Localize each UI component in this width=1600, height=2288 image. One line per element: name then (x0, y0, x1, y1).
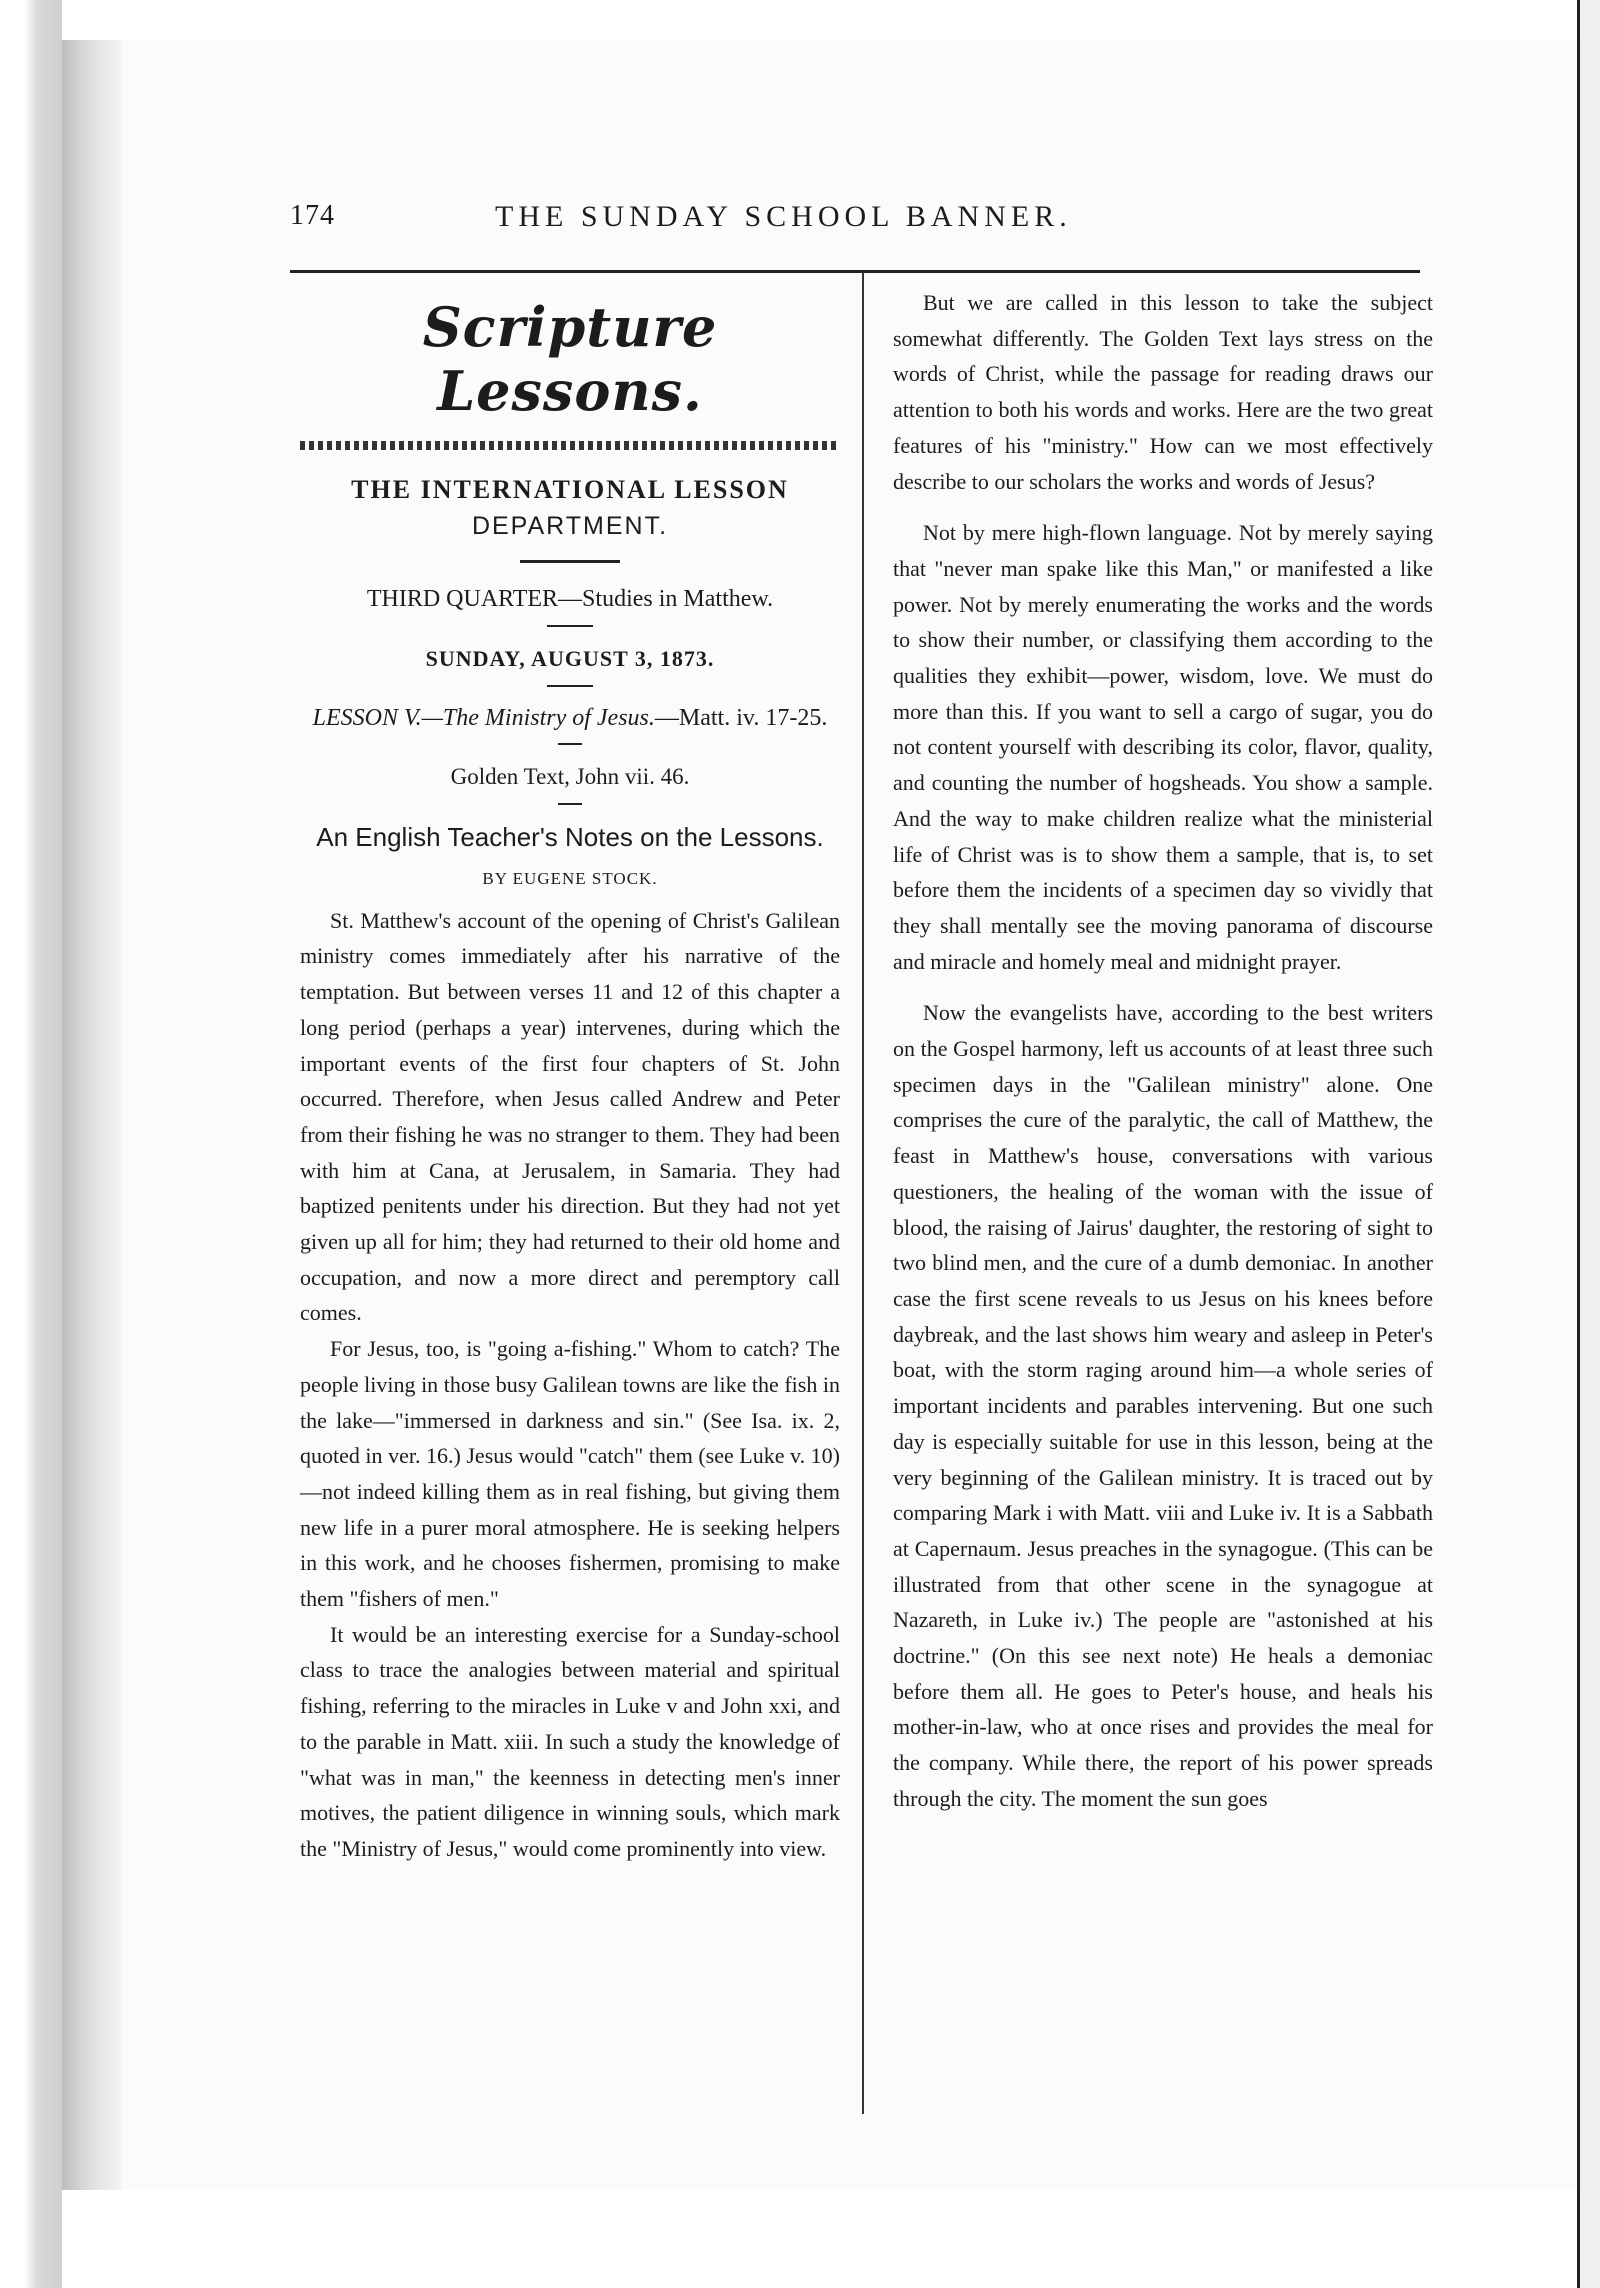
column-divider (862, 272, 864, 2114)
lesson-title-italic: LESSON V.—The Ministry of Jesus. (312, 705, 655, 731)
right-column (893, 285, 1433, 1817)
byline: BY EUGENE STOCK. (482, 869, 658, 888)
lesson-reference: —Matt. iv. 17-25. (654, 705, 828, 731)
department-heading: THE INTERNATIONAL LESSON (351, 475, 789, 504)
ornamental-rule (300, 441, 840, 450)
divider-rule (547, 625, 593, 627)
body-paragraph: It would be an interesting exercise for a Sunday-school class to trace the analogies between material and spiritual fishing, referring to the miracles in Luke v and John xxi, and to the parable in Matt. xiii. In such a study the knowledge of "what was in man," the keenness in detecting men's inner motives, the patient diligence in winning souls, which mark the "Ministry of Jesus," would come prominently into view. (300, 1621, 840, 1861)
divider-rule (558, 803, 582, 805)
left-column (300, 285, 840, 1867)
book-spine (62, 40, 122, 2190)
section-heading: Scripture Lessons. (422, 295, 718, 423)
lesson-title (300, 701, 840, 735)
golden-text: Golden Text, John vii. 46. (450, 764, 690, 789)
quarter-heading: THIRD QUARTER—Studies in Matthew. (366, 586, 774, 612)
page-shadow (0, 0, 62, 2288)
divider-rule (520, 560, 620, 563)
running-head (290, 200, 1220, 244)
article-title: An English Teacher's Notes on the Lessons. (316, 822, 824, 852)
body-paragraph: Now the evangelists have, according to the best writers on the Gospel harmony, left us accounts of at least three such specimen days in the "Galilean ministry" alone. One comprises the cure of the paralytic, the call of Matthew, the feast in Matthew's house, conversations with various questioners, the healing of the woman with the issue of blood, the raising of Jairus' daughter, the restoring of sight to two blind men, and the cure of a dumb demoniac. In another case the first scene reveals to us Jesus on his knees before daybreak, and the last shows him weary and asleep in Peter's boat, with the storm raging around him—a whole series of important incidents and parables intervening. But one such day is especially suitable for use in this lesson, being at the very beginning of the Galilean ministry. It is traced out by comparing Mark i with Matt. viii and Luke iv. It is a Sabbath at Capernaum. Jesus preaches in the synagogue. (This can be illustrated from that other scene in the synagogue at Nazareth, in Luke iv.) The people are "astonished at his doctrine." (On this see next note) He heals a demoniac before them all. He goes to Peter's house, and heals his mother-in-law, who at once rises and provides the meal for the company. While there, the report of his power spreads through the city. The moment the sun goes (893, 1000, 1433, 1811)
department-subheading: DEPARTMENT. (471, 512, 669, 540)
body-paragraph: St. Matthew's account of the opening of Christ's Galilean ministry comes immediately after his narrative of the temptation. But between verses 11 and 12 of this chapter a long period (perhaps a year) intervenes, during which the important events of the first four chapters of St. John occurred. Therefore, when Jesus called Andrew and Peter from their fishing he was no stranger to them. They had been with him at Cana, at Jerusalem, in Samaria. They had baptized penitents under his direction. But they had not yet given up all for him; they had returned to their old home and occupation, and now a more direct and peremptory call comes. (300, 907, 840, 1326)
body-paragraph: But we are called in this lesson to take the subject somewhat differently. The Golden Text lays stress on the words of Christ, while the passage for reading draws our attention to both his words and works. Here are the two great features of his "ministry." How can we most effectively describe to our scholars the works and words of Jesus? (893, 290, 1433, 494)
publication-title: THE SUNDAY SCHOOL BANNER. (495, 200, 1072, 233)
divider-rule (547, 685, 593, 687)
divider-rule (558, 743, 582, 745)
body-paragraph: For Jesus, too, is "going a-fishing." Whom to catch? The people living in those busy Galilean towns are like the fish in the lake—"immersed in darkness and sin." (See Isa. ix. 2, quoted in ver. 16.) Jesus would "catch" them (see Luke v. 10)—not indeed killing them as in real fishing, but giving them new life in a purer moral atmosphere. He is seeking helpers in this work, and he chooses fishermen, promising to make them "fishers of men." (300, 1336, 840, 1612)
lesson-date: SUNDAY, AUGUST 3, 1873. (425, 646, 715, 671)
body-paragraph: Not by mere high-flown language. Not by merely saying that "never man spake like this Man," or manifested a like power. Not by merely enumerating the works and the words to show their number, or classifying them according to the qualities they exhibit—power, wisdom, love. We must do more than this. If you want to sell a cargo of sugar, you do not content yourself with describing its color, flavor, quality, and counting the number of hogsheads. You show a sample. And the way to make children realize what the ministerial life of Christ was is to show them a sample, that is, to set before them the incidents of a specimen day so vividly that they shall mentally see the moving panorama of discourse and miracle and homely meal and midnight prayer. (893, 520, 1433, 974)
page-number: 174 (290, 200, 335, 231)
page-edge (1577, 0, 1600, 2288)
header-rule (290, 270, 1420, 273)
